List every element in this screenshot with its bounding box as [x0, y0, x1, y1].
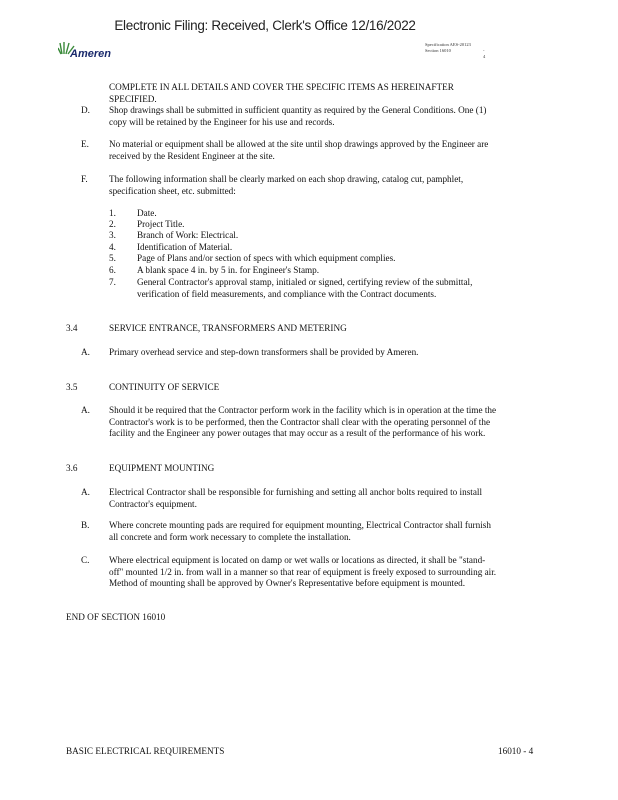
item-3-6-b-text — [109, 520, 531, 543]
item-3-6-c-text — [109, 555, 533, 590]
list-num: 6. — [109, 265, 116, 275]
list-num: 5. — [109, 253, 116, 263]
spec-reference — [425, 42, 486, 59]
item-line: Method of mounting shall be approved by Owner's Representative before equipment is mounted. — [109, 578, 466, 588]
item-line: specification sheet, etc. submitted: — [109, 185, 236, 196]
list-text — [137, 277, 531, 300]
item-f-text — [109, 174, 531, 197]
item-line: facility and the Engineer any power outages that may occur as a result of the performance of his work. — [109, 428, 486, 438]
item-label-d: D. — [81, 105, 90, 115]
intro-line: COMPLETE IN ALL DETAILS AND COVER THE SPECIFIC ITEMS AS HEREINAFTER — [109, 82, 454, 92]
item-e-text — [109, 139, 531, 162]
item-label-3-6-c: C. — [81, 555, 90, 565]
list-text: A blank space 4 in. by 5 in. for Engineer's Stamp. — [137, 265, 320, 275]
item-line: Contractor's equipment. — [109, 498, 197, 509]
item-d-text — [109, 105, 531, 128]
list-text: Page of Plans and/or section of specs with which equipment complies. — [137, 253, 396, 263]
item-3-4-a-text: Primary overhead service and step-down transformers shall be provided by Ameren. — [109, 347, 419, 357]
item-label-3-4-a: A. — [81, 347, 90, 357]
item-line: all concrete and form work necessary to complete the installation. — [109, 531, 351, 542]
list-num: 3. — [109, 230, 116, 240]
header-page: - 4 — [483, 48, 486, 59]
item-label-e: E. — [81, 139, 89, 149]
section-title-3-4: SERVICE ENTRANCE, TRANSFORMERS AND METERING — [109, 323, 347, 333]
list-num: 2. — [109, 219, 116, 229]
section-title-3-6: EQUIPMENT MOUNTING — [109, 463, 215, 473]
list-line: General Contractor's approval stamp, initialed or signed, certifying review of the submittal, — [137, 277, 473, 287]
item-line: Where concrete mounting pads are required for equipment mounting, Electrical Contractor shall furnish — [109, 520, 491, 530]
intro-line: SPECIFIED. — [109, 93, 157, 104]
intro-paragraph — [109, 82, 531, 105]
section-number-3-5: 3.5 — [66, 382, 78, 392]
list-text: Identification of Material. — [137, 242, 233, 252]
item-line: The following information shall be clearly marked on each shop drawing, catalog cut, pamphlet, — [109, 174, 464, 184]
filing-stamp: Electronic Filing: Received, Clerk's Office 12/16/2022 — [114, 18, 416, 33]
section-number-3-4: 3.4 — [66, 323, 78, 333]
item-line: No material or equipment shall be allowed at the site until shop drawings approved by the Engineer are — [109, 139, 489, 149]
list-num: 4. — [109, 242, 116, 252]
item-label-3-5-a: A. — [81, 405, 90, 415]
item-line: off" mounted 1/2 in. from wall in a manner so that rear of equipment is freely exposed to surrounding air. — [109, 566, 497, 577]
list-text: Branch of Work: Electrical. — [137, 230, 239, 240]
item-line: Where electrical equipment is located on damp or wet walls or locations as directed, it shall be "stand- — [109, 555, 486, 565]
item-label-3-6-b: B. — [81, 520, 90, 530]
end-of-section: END OF SECTION 16010 — [66, 612, 166, 622]
section-number: Section 16010 — [425, 48, 451, 53]
item-label-3-6-a: A. — [81, 487, 90, 497]
list-text: Date. — [137, 208, 157, 218]
item-line: copy will be retained by the Engineer for his use and records. — [109, 116, 335, 127]
list-num: 7. — [109, 277, 116, 287]
spec-number: Specification AES-20123 — [425, 42, 471, 47]
footer-title: BASIC ELECTRICAL REQUIREMENTS — [66, 746, 225, 756]
footer-page-number: 16010 - 4 — [498, 746, 534, 756]
item-line: Shop drawings shall be submitted in sufficient quantity as required by the General Conditions. One (1) — [109, 105, 487, 115]
logo-wordmark: Ameren — [70, 48, 111, 60]
list-num: 1. — [109, 208, 116, 218]
item-line: Contractor's work is to be performed, then the Contractor shall clear with the operating personnel of the — [109, 416, 491, 427]
item-line: Should it be required that the Contractor perform work in the facility which is in operation at the time the — [109, 405, 497, 415]
item-3-6-a-text — [109, 487, 531, 510]
item-line: Electrical Contractor shall be responsible for furnishing and setting all anchor bolts required to install — [109, 487, 483, 497]
item-label-f: F. — [81, 174, 88, 184]
list-text: Project Title. — [137, 219, 185, 229]
list-line: verification of field measurements, and compliance with the Contract documents. — [137, 288, 437, 299]
item-line: received by the Resident Engineer at the site. — [109, 150, 275, 161]
section-number-3-6: 3.6 — [66, 463, 78, 473]
section-title-3-5: CONTINUITY OF SERVICE — [109, 382, 220, 392]
ameren-logo — [58, 40, 128, 64]
item-3-5-a-text — [109, 405, 533, 440]
